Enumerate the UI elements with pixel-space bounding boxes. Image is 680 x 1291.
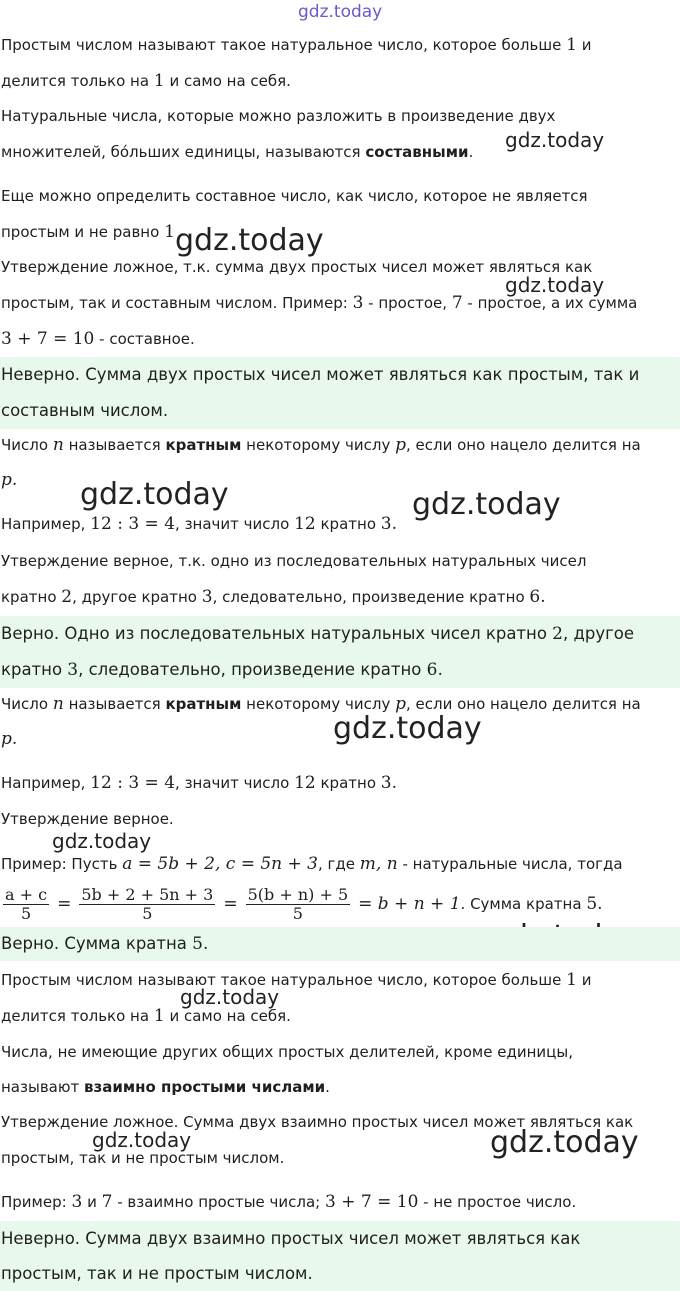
math: n [52, 694, 64, 714]
fraction-denominator: 5 [292, 903, 303, 923]
answer-highlight [0, 652, 680, 688]
math: p. [1, 470, 18, 490]
math: 6. [426, 660, 443, 680]
text: , если оно нацело делится на [406, 695, 641, 713]
text-line [0, 63, 680, 99]
fraction-denominator: 5 [142, 903, 153, 923]
text: - взаимно простые числа; [117, 1193, 321, 1211]
text-line [0, 214, 680, 250]
math: 3. [380, 514, 398, 534]
answer-highlight [0, 1221, 680, 1257]
text: Верно. Одно из последовательных натуральных чисел кратно [1, 624, 547, 643]
math: 5. [192, 934, 209, 954]
text: кратно [320, 515, 376, 533]
watermark: gdz.today [490, 1125, 639, 1160]
math: 3 [71, 1192, 83, 1212]
watermark: gdz.today [333, 711, 482, 746]
text-line [0, 462, 680, 498]
watermark: gdz.today [505, 128, 605, 152]
text: Натуральные числа, которые можно разложить в произведение двух [1, 107, 556, 125]
bold-term: кратным [165, 436, 242, 454]
math: 3 + 7 = 10 [1, 329, 95, 349]
text: кратно [1, 588, 57, 606]
text: некоторому числу [246, 436, 391, 454]
text: кратно [320, 774, 376, 792]
math: p [395, 694, 406, 714]
bold-term: взаимно простыми числами [84, 1078, 326, 1096]
text: Утверждение верное, т.к. одно из последовательных натуральных чисел [1, 552, 587, 570]
text: простым и не равно [1, 223, 160, 241]
text-line [0, 1034, 680, 1070]
text: , значит число [175, 774, 290, 792]
text: , другое кратно [72, 588, 197, 606]
text: Например, [1, 515, 86, 533]
math: m, n [359, 854, 398, 874]
text-line: множителей, бо́льших единицы, называются составными. [1, 143, 474, 161]
text-line [0, 962, 680, 998]
text-line [0, 321, 680, 357]
watermark: gdz.today [92, 1128, 192, 1152]
watermark: gdz.today [505, 273, 605, 297]
answer-highlight [0, 1257, 680, 1291]
text: и [87, 1193, 97, 1211]
text: называется [68, 436, 161, 454]
watermark: gdz.today [180, 985, 280, 1009]
text-line [0, 249, 680, 285]
text: Пример: [1, 1193, 67, 1211]
fraction [3, 886, 49, 923]
text: , значит число [175, 515, 290, 533]
text: простым, так и не простым числом. [1, 1264, 313, 1283]
text: - простое, [368, 294, 448, 312]
text: и [581, 36, 592, 54]
math: p. [1, 729, 18, 749]
text: - не простое число. [423, 1193, 577, 1211]
watermark: gdz.today [80, 477, 229, 512]
text: Например, [1, 774, 86, 792]
text-line [0, 178, 680, 214]
math: a = 5b + 2, c = 5n + 3 [122, 854, 318, 874]
text-line [0, 1069, 680, 1105]
text: Неверно. Сумма двух взаимно простых чисел может являться как [1, 1229, 581, 1248]
math: 1 [566, 35, 577, 55]
text: и само на себя. [169, 1007, 291, 1025]
text: и [581, 971, 592, 989]
text-line [0, 506, 680, 542]
text: некоторому числу [246, 695, 391, 713]
text: . Сумма кратна [460, 895, 582, 913]
text: Утверждение ложное, т.к. сумма двух простых чисел может являться как [1, 258, 593, 276]
math: 12 [294, 773, 316, 793]
math: 5. [586, 894, 603, 914]
text-line [0, 285, 680, 321]
text: , если оно нацело делится на [406, 436, 641, 454]
math: 2 [61, 587, 73, 607]
math: = b + n + 1 [358, 894, 461, 914]
math: 3 [201, 587, 213, 607]
equals-sign: = [57, 894, 72, 914]
text: Утверждение ложное. Сумма двух взаимно простых чисел может являться как [1, 1113, 634, 1131]
math: n [52, 435, 64, 455]
text: Простым числом называют такое натуральное число, которое больше [1, 971, 562, 989]
math: 3 + 7 = 10 [325, 1192, 419, 1212]
math: 7 [101, 1192, 113, 1212]
answer-highlight [0, 393, 680, 429]
text: делится только на [1, 72, 150, 90]
math: 12 : 3 = 4 [90, 514, 176, 534]
answer-highlight [0, 616, 680, 652]
bold-term: составными [365, 143, 469, 161]
text: делится только на [1, 1007, 150, 1025]
text: Верно. Сумма кратна [1, 934, 187, 953]
watermark-top: gdz.today [298, 2, 383, 22]
math: 1 [153, 1006, 165, 1026]
math: p [395, 435, 406, 455]
math: 2 [552, 624, 563, 644]
watermark: gdz.today [412, 487, 561, 522]
math: 3 [352, 293, 364, 313]
math: 1 [164, 222, 175, 242]
fraction-denominator: 5 [20, 903, 32, 923]
fraction [79, 886, 215, 923]
text: Число [1, 436, 49, 454]
text: кратно [1, 660, 63, 679]
text: , другое [563, 624, 635, 643]
text: - простое, а их сумма [467, 294, 638, 312]
watermark: gdz.today [52, 829, 152, 853]
text-line [0, 427, 680, 463]
text-line [0, 765, 680, 801]
text: , где [317, 855, 355, 873]
bold-term: кратным [165, 695, 242, 713]
text: простым, так и не простым числом. [1, 1149, 285, 1167]
math: 1 [153, 71, 165, 91]
math: 3 [67, 660, 79, 680]
text-line [0, 1140, 680, 1176]
math: 12 [294, 514, 316, 534]
text: простым, так и составным числом. Пример: [1, 294, 348, 312]
fraction [246, 886, 351, 923]
text: и само на себя. [169, 72, 291, 90]
math: 3. [380, 773, 398, 793]
fraction-numerator: 5(b + n) + 5 [247, 884, 349, 904]
equals-sign: = [223, 894, 238, 914]
text-line [0, 1104, 680, 1140]
fraction-numerator: 5b + 2 + 5n + 3 [81, 884, 214, 904]
text-line [0, 579, 680, 615]
math: 6. [529, 587, 546, 607]
text-line [0, 721, 680, 757]
text: Числа, не имеющие других общих простых делителей, кроме единицы, [1, 1043, 573, 1061]
text: - составное. [99, 330, 195, 348]
text: Еще можно определить составное число, как число, которое не является [1, 187, 588, 205]
text-line [0, 998, 680, 1034]
fraction-numerator: a + c [5, 884, 48, 904]
text: Простым числом называют такое натуральное число, которое больше [1, 36, 562, 54]
answer-highlight [0, 357, 680, 393]
text: называют [1, 1078, 80, 1096]
text-line [0, 801, 680, 837]
text: , следовательно, произведение кратно [212, 588, 525, 606]
text-line [0, 686, 680, 722]
text: Неверно. Сумма двух простых чисел может являться как простым, так и [1, 365, 640, 384]
text: составным числом. [1, 401, 169, 420]
equation-line [0, 876, 680, 932]
text: Утверждение верное. [1, 810, 174, 828]
text-line [0, 1184, 680, 1220]
text: Число [1, 695, 49, 713]
math: 1 [566, 970, 577, 990]
text: - натуральные числа, тогда [402, 855, 623, 873]
text-line [0, 543, 680, 579]
text-line [0, 98, 680, 134]
text: . [325, 1078, 330, 1096]
math: 7 [451, 293, 463, 313]
math: 12 : 3 = 4 [90, 773, 176, 793]
text-line [0, 27, 680, 63]
text: , следовательно, произведение кратно [78, 660, 422, 679]
answer-highlight [0, 927, 680, 961]
text: называется [68, 695, 161, 713]
text: множителей, бо́льших единицы, называются [1, 143, 361, 161]
watermark: gdz.today [175, 223, 324, 258]
text: Пример: Пусть [1, 855, 118, 873]
